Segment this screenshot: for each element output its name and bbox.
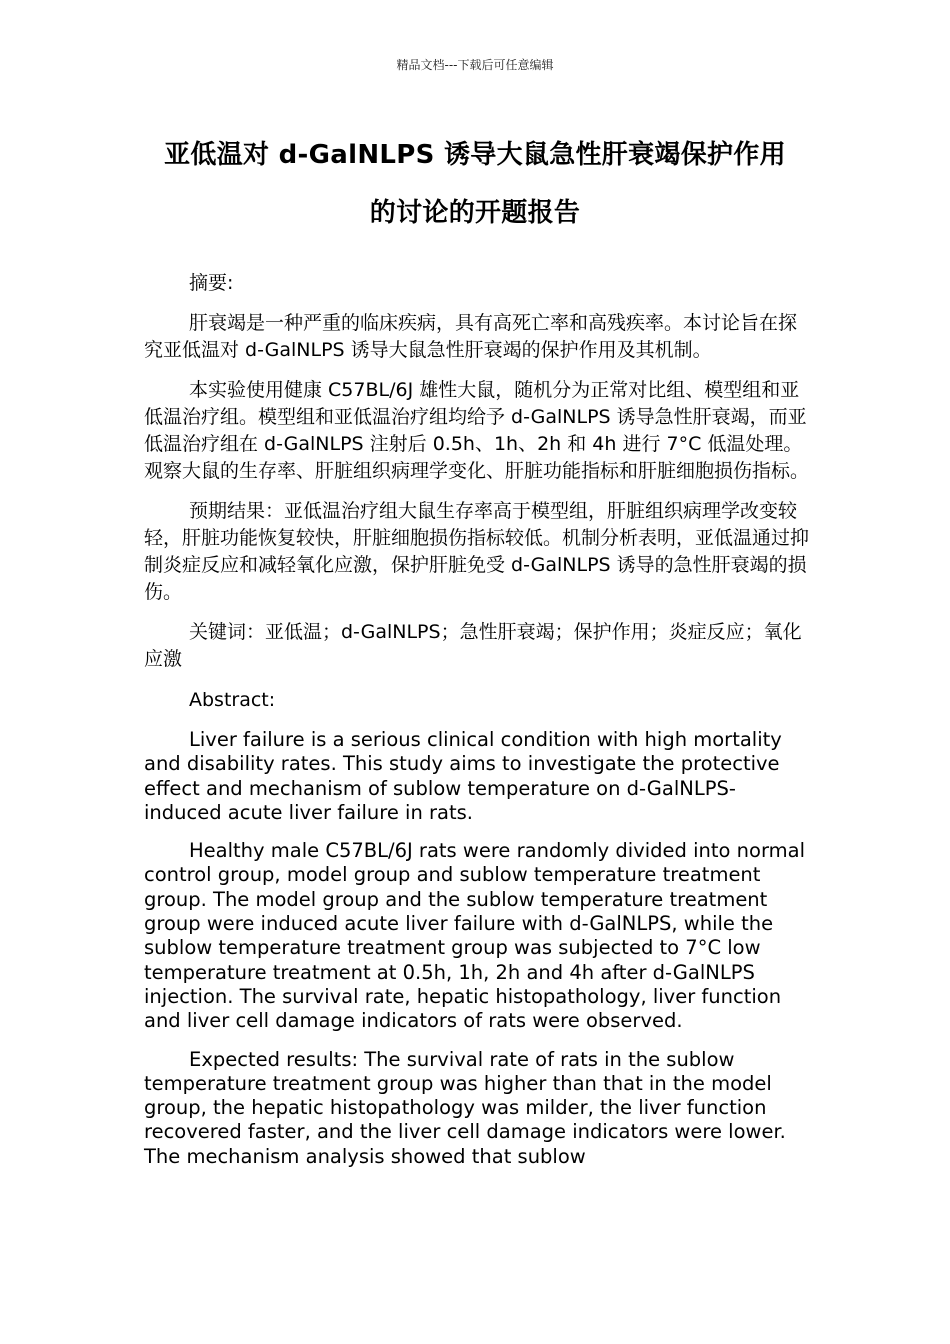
abstract-en-paragraph-2: Healthy male C57BL/6J rats were randomly divided into normal control group, model group and sublow temperature treatment group. The model group and the sublow temperature treatment group were induced acute liver failure with d-GalNLPS, while the sublow temperature treatment group was subjected to 7°C low temperature treatment at 0.5h, 1h, 2h and 4h after d-GalNLPS injection. The survival rate, hepatic histopathology, liver function and liver cell damage indicators of rats were observed. — [144, 839, 805, 1033]
abstract-cn-label: 摘要: — [189, 272, 234, 294]
abstract-en-paragraph-3: Expected results: The survival rate of rats in the sublow temperature treatment group was higher than that in the model group, the hepatic histopathology was milder, the liver function recovered faster, and the liver cell damage indicators were lower. The mechanism analysis showed that sublow — [144, 1047, 786, 1168]
page-header: 精品文档---下载后可任意编辑 — [396, 58, 554, 72]
abstract-en-label: Abstract: — [189, 689, 276, 711]
document-title — [100, 126, 850, 242]
title-line-1: 亚低温对 d-GalNLPS 诱导大鼠急性肝衰竭保护作用 — [164, 140, 786, 170]
abstract-cn-paragraph-2: 本实验使用健康 C57BL/6J 雄性大鼠，随机分为正常对比组、模型组和亚低温治疗组。模型组和亚低温治疗组均给予 d-GalNLPS 诱导急性肝衰竭，而亚低温治疗组在 d-GalNLPS 注射后 0.5h、1h、2h 和 4h 进行 7°C 低温处理。观察大鼠的生存率、肝脏组织病理学变化、肝脏功能指标和肝脏细胞损伤指标。 — [144, 379, 810, 482]
abstract-en-paragraph-1: Liver failure is a serious clinical condition with high mortality and disability rates. This study aims to investigate the protective effect and mechanism of sublow temperature on d-GalNLPS-induced acute liver failure in rats. — [144, 728, 782, 824]
document-body — [144, 270, 810, 1169]
title-line-2: 的讨论的开题报告 — [369, 198, 581, 228]
abstract-cn-paragraph-3: 预期结果：亚低温治疗组大鼠生存率高于模型组，肝脏组织病理学改变较轻，肝脏功能恢复较快，肝脏细胞损伤指标较低。机制分析表明，亚低温通过抑制炎症反应和减轻氧化应激，保护肝脏免受 d-GalNLPS 诱导的急性肝衰竭的损伤。 — [144, 500, 810, 603]
abstract-cn-paragraph-1: 肝衰竭是一种严重的临床疾病，具有高死亡率和高残疾率。本讨论旨在探究亚低温对 d-GalNLPS 诱导大鼠急性肝衰竭的保护作用及其机制。 — [144, 312, 798, 361]
keywords-cn: 关键词：亚低温；d-GalNLPS；急性肝衰竭；保护作用；炎症反应；氧化应激 — [144, 621, 802, 670]
